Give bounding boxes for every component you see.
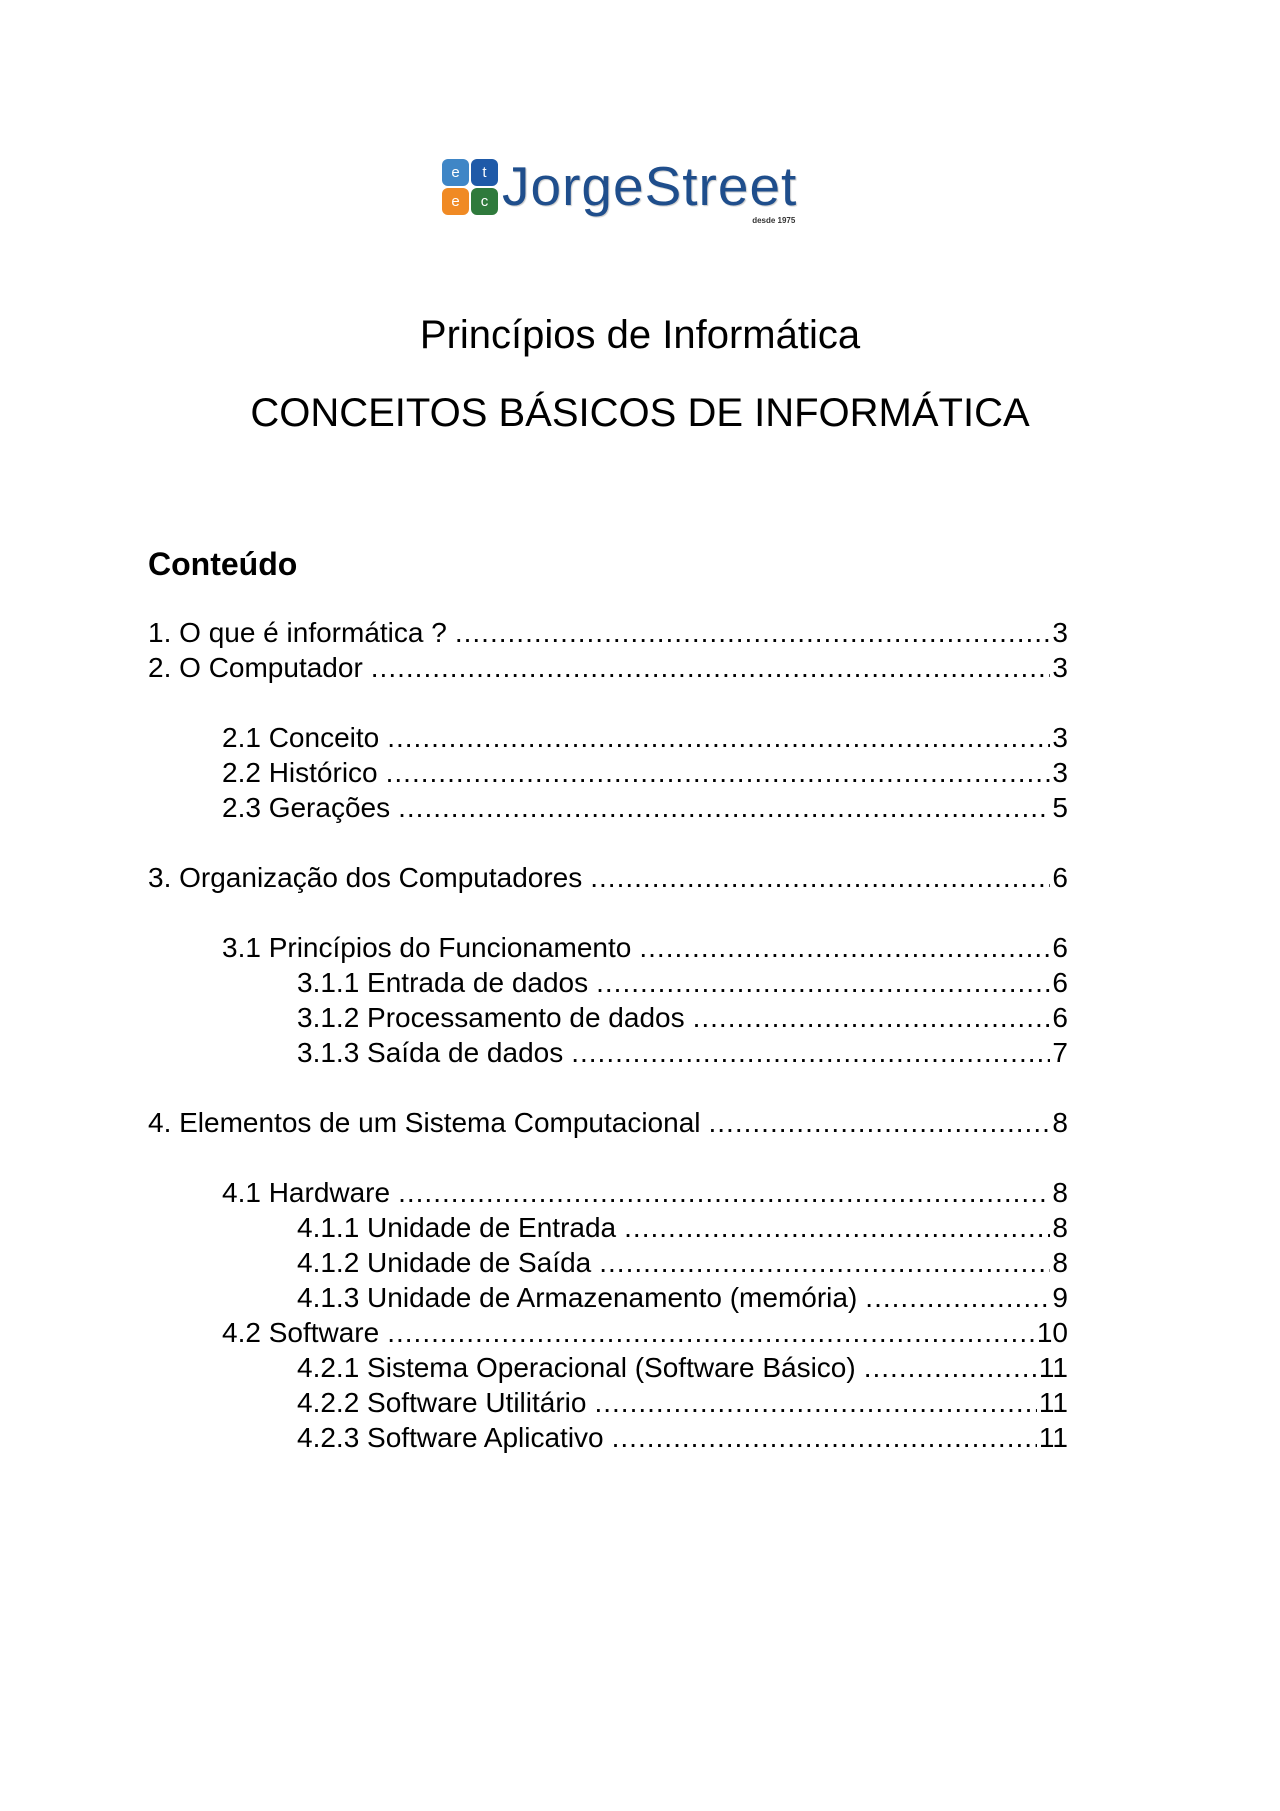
toc-entry-page: 3 <box>1052 652 1068 683</box>
toc-entry-label: 4.1.1 Unidade de Entrada <box>297 1212 617 1243</box>
toc-entry-page: 3 <box>1052 617 1068 648</box>
toc-entry[interactable] <box>297 1211 1068 1245</box>
toc-entry-label: 3.1.3 Saída de dados <box>297 1037 564 1068</box>
toc-entry-label: 2.3 Gerações <box>222 792 391 823</box>
toc-dot-leader <box>398 1176 1050 1210</box>
logo-block-c: c <box>471 188 498 215</box>
toc-dot-leader <box>590 861 1050 895</box>
toc-dot-leader <box>709 1106 1051 1140</box>
toc-entry-label: 1. O que é informática ? <box>148 617 447 648</box>
toc-entry[interactable] <box>148 616 1068 650</box>
toc-entry-page: 8 <box>1052 1212 1068 1243</box>
toc-entry-label: 2.1 Conceito <box>222 722 380 753</box>
toc-entry[interactable] <box>297 1001 1068 1035</box>
toc-entry[interactable] <box>222 1176 1068 1210</box>
document-title: CONCEITOS BÁSICOS DE INFORMÁTICA <box>250 391 1030 435</box>
toc-entry[interactable] <box>297 1421 1068 1455</box>
logo-name: JorgeStreet <box>502 155 798 217</box>
toc-dot-leader <box>571 1036 1050 1070</box>
toc-heading: Conteúdo <box>148 546 298 582</box>
subject-title: Princípios de Informática <box>419 313 861 357</box>
toc-dot-leader <box>639 931 1050 965</box>
toc-entry-label: 4.2 Software <box>222 1317 380 1348</box>
toc-entry[interactable] <box>222 1316 1068 1350</box>
toc-entry-page: 7 <box>1052 1037 1068 1068</box>
toc-entry-label: 3.1.1 Entrada de dados <box>297 967 589 998</box>
toc-dot-leader <box>693 1001 1051 1035</box>
toc-entry-page: 10 <box>1036 1317 1068 1348</box>
toc-entry-page: 11 <box>1038 1387 1068 1418</box>
toc-entry-label: 4. Elementos de um Sistema Computacional <box>148 1107 701 1138</box>
toc-entry[interactable] <box>148 861 1068 895</box>
toc-entry-page: 6 <box>1052 862 1068 893</box>
toc-entry-label: 4.1.2 Unidade de Saída <box>297 1247 592 1278</box>
toc-entry-label: 4.2.1 Sistema Operacional (Software Básico) <box>297 1352 856 1383</box>
toc-entry-page: 5 <box>1052 792 1068 823</box>
toc-entry[interactable] <box>297 1281 1068 1315</box>
toc-entry-label: 3.1 Princípios do Funcionamento <box>222 932 632 963</box>
toc-entry[interactable] <box>297 966 1068 1000</box>
toc-dot-leader <box>864 1351 1037 1385</box>
logo-tagline: desde 1975 <box>752 216 796 225</box>
toc-dot-leader <box>387 1316 1035 1350</box>
toc-entry-page: 6 <box>1052 967 1068 998</box>
logo-block-t: t <box>471 159 498 186</box>
toc-entry-label: 3.1.2 Processamento de dados <box>297 1002 685 1033</box>
toc-dot-leader <box>624 1211 1050 1245</box>
toc-entry-page: 8 <box>1052 1107 1068 1138</box>
toc-dot-leader <box>596 966 1050 1000</box>
toc-entry-page: 3 <box>1052 757 1068 788</box>
toc-dot-leader <box>594 1386 1036 1420</box>
toc-entry[interactable] <box>148 1106 1068 1140</box>
toc-dot-leader <box>371 651 1051 685</box>
toc-entry-label: 4.1 Hardware <box>222 1177 391 1208</box>
toc-entry[interactable] <box>297 1386 1068 1420</box>
toc-entry-page: 6 <box>1052 1002 1068 1033</box>
toc-entry-label: 4.2.2 Software Utilitário <box>297 1387 587 1418</box>
toc-entry[interactable] <box>222 931 1068 965</box>
toc-entry-label: 4.1.3 Unidade de Armazenamento (memória) <box>297 1282 858 1313</box>
toc-entry-page: 6 <box>1052 932 1068 963</box>
toc-dot-leader <box>386 756 1051 790</box>
toc-entry-page: 3 <box>1052 722 1068 753</box>
toc-entry-label: 3. Organização dos Computadores <box>148 862 583 893</box>
toc-entry-page: 8 <box>1052 1247 1068 1278</box>
toc-entry[interactable] <box>297 1246 1068 1280</box>
toc-entry-page: 9 <box>1052 1282 1068 1313</box>
toc-entry-page: 11 <box>1038 1352 1068 1383</box>
toc-entry[interactable] <box>222 756 1068 790</box>
toc-entry[interactable] <box>297 1351 1068 1385</box>
toc-entry[interactable] <box>297 1036 1068 1070</box>
toc-dot-leader <box>387 721 1050 755</box>
toc-entry[interactable] <box>222 791 1068 825</box>
toc-dot-leader <box>612 1421 1037 1455</box>
toc-entry-label: 2. O Computador <box>148 652 363 683</box>
toc-dot-leader <box>455 616 1051 650</box>
toc-dot-leader <box>398 791 1050 825</box>
toc-dot-leader <box>599 1246 1050 1280</box>
toc-entry-label: 4.2.3 Software Aplicativo <box>297 1422 604 1453</box>
toc-entry-page: 8 <box>1052 1177 1068 1208</box>
logo-block-e: e <box>442 159 469 186</box>
toc-dot-leader <box>865 1281 1050 1315</box>
toc-entry-page: 11 <box>1038 1422 1068 1453</box>
toc-entry[interactable] <box>222 721 1068 755</box>
logo-block-e2: e <box>442 188 469 215</box>
toc-entry[interactable] <box>148 651 1068 685</box>
toc-entry-label: 2.2 Histórico <box>222 757 378 788</box>
